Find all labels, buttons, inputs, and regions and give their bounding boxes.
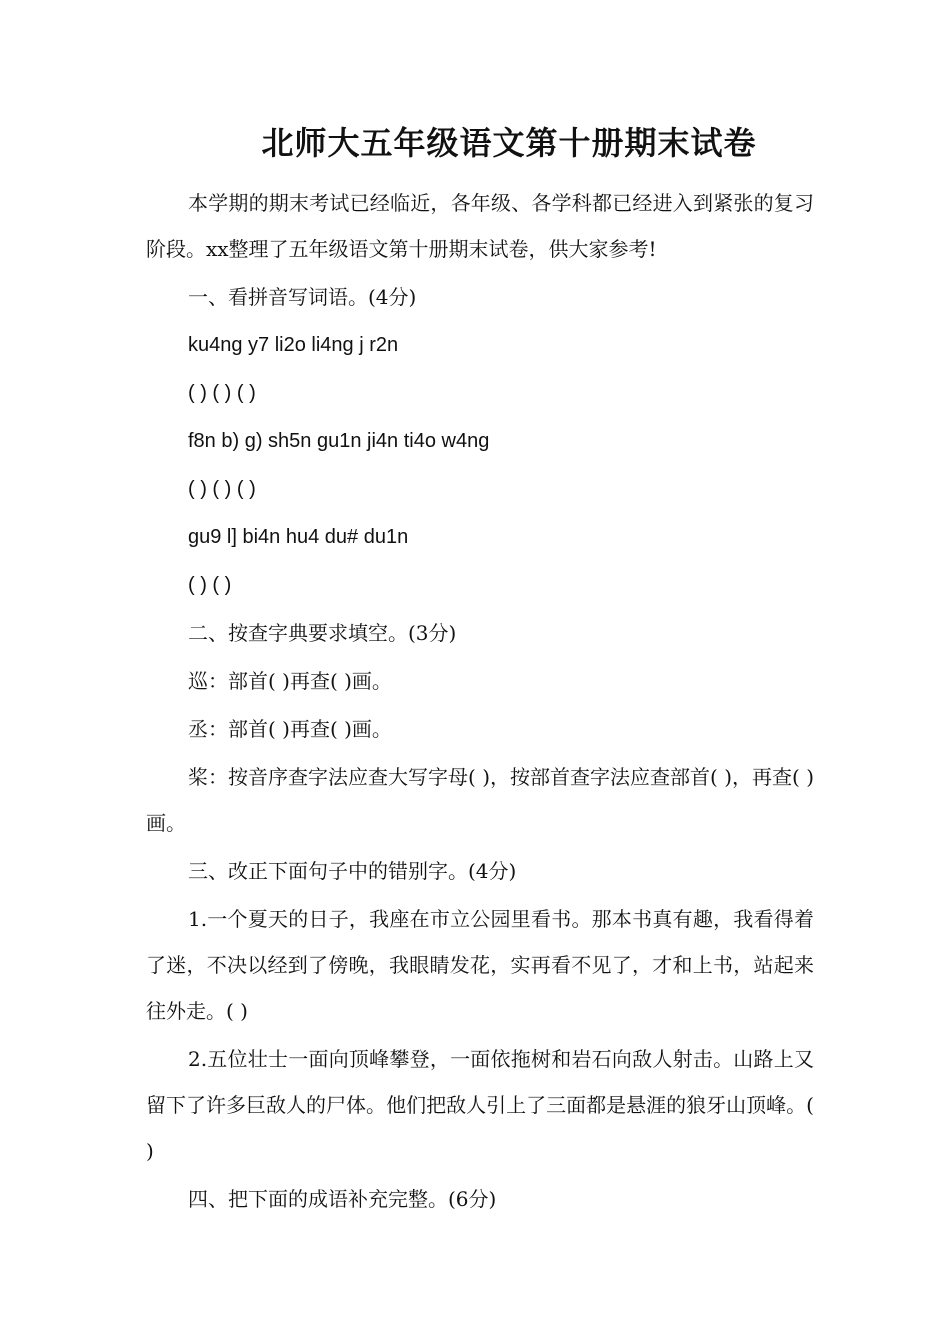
intro-paragraph: 本学期的期末考试已经临近，各年级、各学科都已经进入到紧张的复习阶段。xx整理了五年级语文第十册期末试卷，供大家参考! (146, 191, 814, 261)
answer-blanks-3: ( ) ( ) (188, 574, 232, 596)
pinyin-line-2: f8n b) g) sh5n gu1n ji4n ti4o w4ng (188, 430, 490, 452)
answer-blanks-1: ( ) ( ) ( ) (188, 382, 256, 404)
section-heading-2: 二、按查字典要求填空。(3分) (188, 621, 457, 645)
pinyin-line-1: ku4ng y7 li2o li4ng j r2n (188, 334, 399, 356)
document-body (146, 180, 814, 1222)
dictionary-question-2: 丞：部首( )再查( )画。 (188, 717, 392, 741)
document-title: 北师大五年级语文第十册期末试卷 (261, 124, 757, 162)
correction-question-2: 2.五位壮士一面向顶峰攀登，一面依拖树和岩石向敌人射击。山路上又留下了许多巨敌人的尸体。他们把敌人引上了三面都是悬涯的狼牙山顶峰。( ) (146, 1047, 814, 1163)
correction-question-1: 1.一个夏天的日子，我座在市立公园里看书。那本书真有趣，我看得着了迷，不决以经到了傍晚，我眼睛发花，实再看不见了，才和上书，站起来往外走。( ) (146, 907, 814, 1023)
pinyin-line-3: gu9 l] bi4n hu4 du# du1n (188, 526, 409, 548)
dictionary-question-1: 巡：部首( )再查( )画。 (188, 669, 392, 693)
section-heading-3: 三、改正下面句子中的错别字。(4分) (188, 859, 517, 883)
answer-blanks-2: ( ) ( ) ( ) (188, 478, 256, 500)
section-heading-1: 一、看拼音写词语。(4分) (188, 285, 417, 309)
dictionary-question-3: 桨：按音序查字法应查大写字母( )，按部首查字法应查部首( )，再查( )画。 (146, 765, 814, 835)
section-heading-4: 四、把下面的成语补充完整。(6分) (188, 1187, 497, 1211)
